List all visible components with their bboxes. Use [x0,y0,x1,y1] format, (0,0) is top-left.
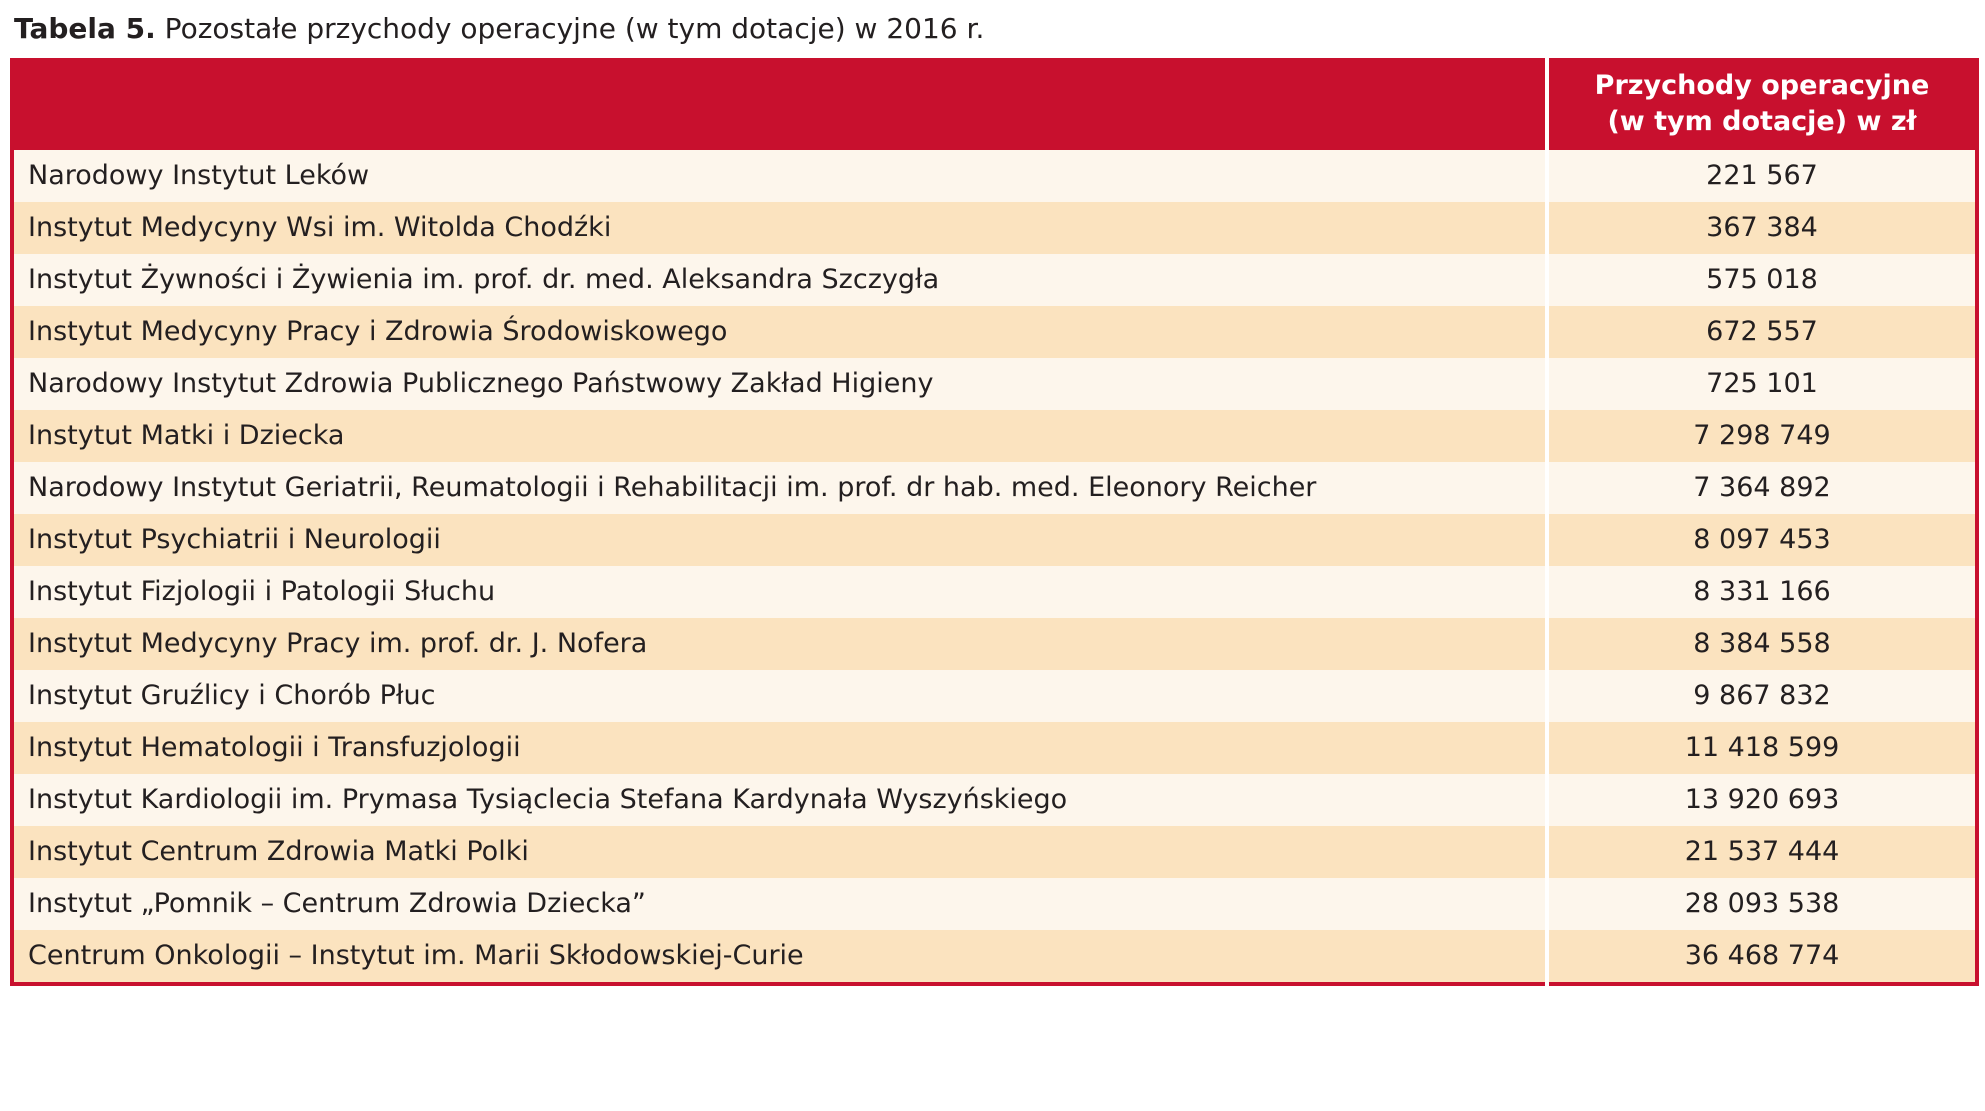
table-row [12,358,1977,410]
column-header-revenue-line2: (w tym dotacje) w zł [1607,106,1917,137]
cell-revenue-value: 9 867 832 [1547,670,1977,722]
cell-institute-name: Instytut „Pomnik – Centrum Zdrowia Dziecka” [12,878,1547,930]
cell-revenue-value: 7 298 749 [1547,410,1977,462]
cell-institute-name: Instytut Medycyny Pracy im. prof. dr. J. Nofera [12,618,1547,670]
table-row [12,930,1977,984]
cell-institute-name: Narodowy Instytut Leków [12,150,1547,202]
table-row [12,618,1977,670]
table-caption [14,12,1975,46]
cell-revenue-value: 672 557 [1547,306,1977,358]
cell-institute-name: Instytut Żywności i Żywienia im. prof. dr. med. Aleksandra Szczygła [12,254,1547,306]
table-row [12,826,1977,878]
cell-revenue-value: 28 093 538 [1547,878,1977,930]
caption-label: Tabela 5. [14,12,156,45]
cell-institute-name: Narodowy Instytut Geriatrii, Reumatologii i Rehabilitacji im. prof. dr hab. med. Eleonory Reicher [12,462,1547,514]
table-row [12,462,1977,514]
table-row [12,722,1977,774]
operating-revenue-table [10,58,1979,986]
cell-revenue-value: 221 567 [1547,150,1977,202]
table-header [12,58,1977,150]
cell-institute-name: Instytut Medycyny Wsi im. Witolda Chodźki [12,202,1547,254]
cell-revenue-value: 13 920 693 [1547,774,1977,826]
cell-revenue-value: 8 384 558 [1547,618,1977,670]
table-row [12,254,1977,306]
cell-revenue-value: 8 097 453 [1547,514,1977,566]
cell-revenue-value: 725 101 [1547,358,1977,410]
cell-revenue-value: 7 364 892 [1547,462,1977,514]
cell-revenue-value: 367 384 [1547,202,1977,254]
table-row [12,202,1977,254]
table-row [12,410,1977,462]
cell-revenue-value: 8 331 166 [1547,566,1977,618]
column-header-institute [12,58,1547,150]
table-row [12,566,1977,618]
cell-institute-name: Instytut Psychiatrii i Neurologii [12,514,1547,566]
cell-institute-name: Instytut Hematologii i Transfuzjologii [12,722,1547,774]
table-body [12,150,1977,984]
table-row [12,878,1977,930]
caption-text: Pozostałe przychody operacyjne (w tym dotacje) w 2016 r. [155,12,985,45]
cell-institute-name: Instytut Matki i Dziecka [12,410,1547,462]
cell-revenue-value: 36 468 774 [1547,930,1977,984]
table-row [12,306,1977,358]
table-row [12,514,1977,566]
table-row [12,150,1977,202]
table-header-row [12,58,1977,150]
cell-revenue-value: 575 018 [1547,254,1977,306]
column-header-revenue-line1: Przychody operacyjne [1594,70,1930,101]
cell-institute-name: Instytut Medycyny Pracy i Zdrowia Środowiskowego [12,306,1547,358]
table-row [12,774,1977,826]
cell-institute-name: Instytut Gruźlicy i Chorób Płuc [12,670,1547,722]
cell-revenue-value: 11 418 599 [1547,722,1977,774]
cell-institute-name: Instytut Centrum Zdrowia Matki Polki [12,826,1547,878]
cell-institute-name: Centrum Onkologii – Instytut im. Marii Skłodowskiej-Curie [12,930,1547,984]
cell-institute-name: Narodowy Instytut Zdrowia Publicznego Państwowy Zakład Higieny [12,358,1547,410]
table-row [12,670,1977,722]
cell-revenue-value: 21 537 444 [1547,826,1977,878]
column-header-revenue [1547,58,1977,150]
cell-institute-name: Instytut Kardiologii im. Prymasa Tysiąclecia Stefana Kardynała Wyszyńskiego [12,774,1547,826]
cell-institute-name: Instytut Fizjologii i Patologii Słuchu [12,566,1547,618]
